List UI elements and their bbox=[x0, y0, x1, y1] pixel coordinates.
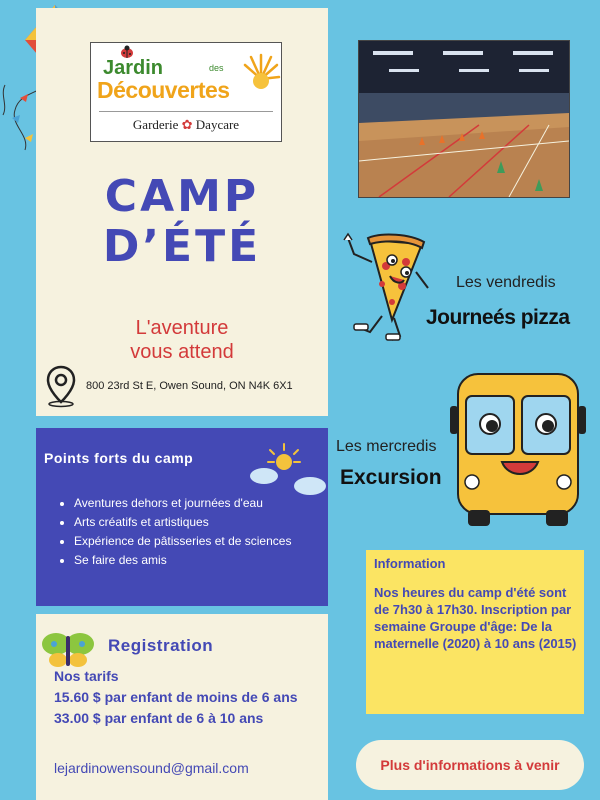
points-title: Points forts du camp bbox=[44, 450, 194, 466]
pizza-icon bbox=[342, 232, 432, 342]
logo-des: des bbox=[209, 63, 224, 73]
tagline-line2: vous attend bbox=[130, 341, 234, 363]
location-pin-icon bbox=[44, 364, 78, 408]
logo bbox=[90, 42, 282, 142]
points-list bbox=[56, 494, 324, 570]
logo-divider bbox=[99, 111, 273, 112]
flower-icon: ✿ bbox=[181, 117, 193, 132]
list-item: • Arts créatifs et artistiques bbox=[74, 513, 324, 532]
list-item: • Se faire des amis bbox=[74, 551, 324, 570]
sun-cloud-icon bbox=[240, 440, 330, 500]
contact-email[interactable]: lejardinowensound@gmail.com bbox=[54, 760, 249, 776]
logo-tagline bbox=[91, 117, 281, 133]
list-item: • Aventures dehors et journées d'eau bbox=[74, 494, 324, 513]
pizza-day: Les vendredis bbox=[456, 274, 556, 291]
excursion-day: Les mercredis bbox=[336, 438, 437, 455]
tarifs-label: Nos tarifs bbox=[54, 668, 119, 684]
more-info-badge bbox=[356, 740, 584, 790]
excursion-label: Excursion bbox=[340, 466, 442, 489]
butterfly-icon bbox=[40, 630, 96, 670]
more-info-text: Plus d'informations à venir bbox=[380, 756, 560, 773]
address: 800 23rd St E, Owen Sound, ON N4K 6X1 bbox=[86, 380, 293, 392]
logo-daycare: Daycare bbox=[195, 117, 240, 132]
tagline-line1: L'aventure bbox=[135, 317, 229, 339]
tagline bbox=[36, 316, 328, 364]
pizza-label: Journeés pizza bbox=[426, 306, 570, 329]
registration-rates bbox=[54, 666, 324, 729]
logo-decouvertes: Découvertes bbox=[97, 77, 230, 103]
logo-jardin: Jardin bbox=[103, 57, 164, 79]
gym-photo bbox=[358, 40, 570, 198]
school-bus-icon bbox=[448, 370, 588, 530]
title-line1: CAMP bbox=[104, 171, 260, 222]
registration-title: Registration bbox=[108, 636, 214, 655]
rate-under-6: 15.60 $ par enfant de moins de 6 ans bbox=[54, 689, 298, 705]
list-item: • Expérience de pâtisseries et de sciences bbox=[74, 532, 324, 551]
page-title bbox=[36, 172, 328, 272]
rate-6-to-10: 33.00 $ par enfant de 6 à 10 ans bbox=[54, 710, 264, 726]
logo-garderie: Garderie bbox=[132, 117, 179, 132]
info-text: Nos heures du camp d'été sont de 7h30 à 17h30. Inscription par semaine Groupe d'âge: De la maternelle (2020) à 10 ans (2015) bbox=[374, 585, 577, 651]
title-line2: D’ÉTÉ bbox=[102, 221, 262, 272]
sun-icon bbox=[241, 51, 281, 91]
info-title: Information bbox=[374, 556, 446, 571]
